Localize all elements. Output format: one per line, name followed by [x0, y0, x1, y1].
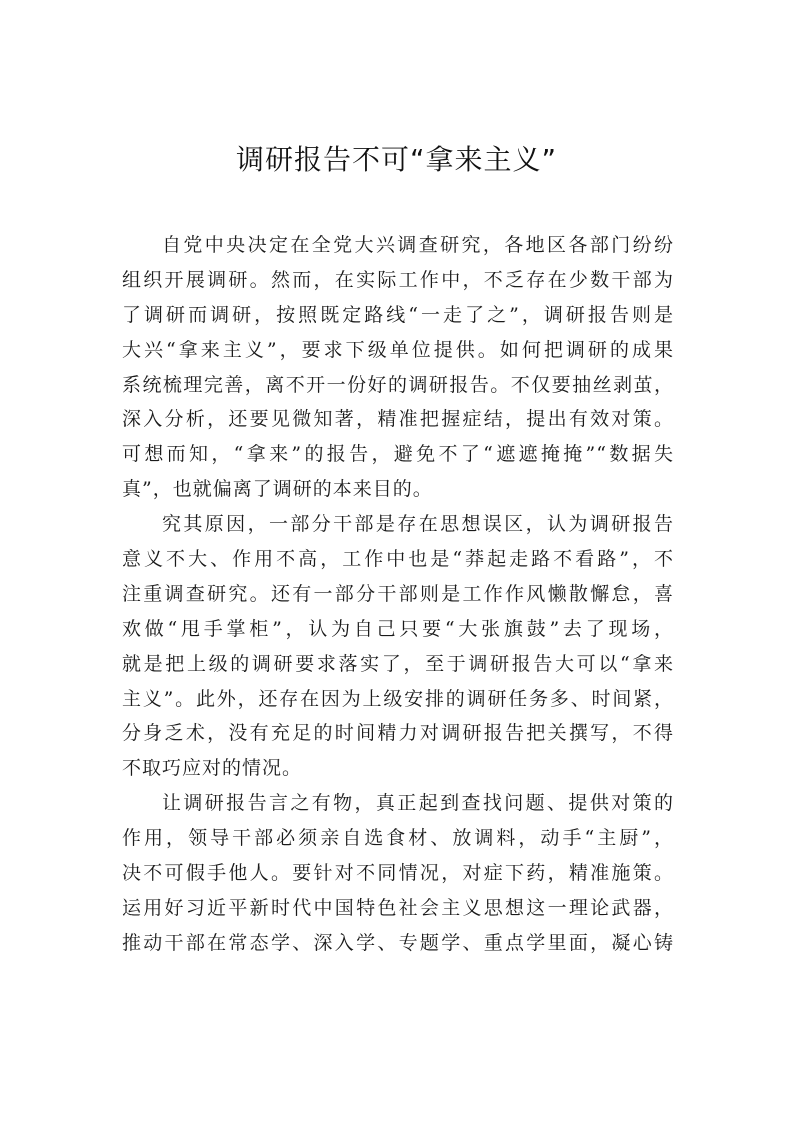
text-line: 可想而知，“拿来”的报告，避免不了“遮遮掩掩”“数据失: [122, 443, 674, 466]
text-line: 意义不大、作用不高，工作中也是“莽起走路不看路”，不: [122, 548, 674, 571]
text-line: 组织开展调研。然而，在实际工作中，不乏存在少数干部为: [122, 268, 674, 291]
text-line: 欢做“甩手掌柜”，认为自己只要“大张旗鼓”去了现场，: [122, 617, 674, 640]
text-line: 让调研报告言之有物，真正起到查找问题、提供对策的: [162, 792, 674, 815]
text-line: 不取巧应对的情况。: [122, 757, 303, 780]
paragraph-1: [122, 228, 674, 507]
paragraph-2: [122, 507, 674, 786]
text-line: 注重调查研究。还有一部分干部则是工作作风懒散懈怠，喜: [122, 582, 674, 605]
text-line: 自党中央决定在全党大兴调查研究，各地区各部门纷纷: [162, 234, 674, 256]
paragraph-3: [122, 786, 674, 960]
text-line: 真”，也就偏离了调研的本来目的。: [122, 478, 433, 501]
text-line: 分身乏术，没有充足的时间精力对调研报告把关撰写，不得: [122, 722, 674, 745]
text-line: 就是把上级的调研要求落实了，至于调研报告大可以“拿来: [122, 652, 674, 675]
text-line: 究其原因，一部分干部是存在思想误区，认为调研报告: [162, 513, 674, 536]
text-line: 推动干部在常态学、深入学、专题学、重点学里面，凝心铸: [122, 931, 674, 954]
text-line: 决不可假手他人。要针对不同情况，对症下药，精准施策。: [122, 862, 674, 885]
text-line: 主义”。此外，还存在因为上级安排的调研任务多、时间紧，: [122, 687, 674, 710]
text-line: 作用，领导干部必须亲自选食材、放调料，动手“主厨”，: [122, 827, 674, 850]
text-line: 了调研而调研，按照既定路线“一走了之”，调研报告则是: [122, 303, 674, 326]
document-title: 调研报告不可“拿来主义”: [235, 143, 557, 176]
text-line: 运用好习近平新时代中国特色社会主义思想这一理论武器，: [122, 896, 674, 919]
text-line: 大兴“拿来主义”，要求下级单位提供。如何把调研的成果: [122, 338, 674, 361]
text-line: 系统梳理完善，离不开一份好的调研报告。不仅要抽丝剥茧，: [122, 373, 674, 396]
text-line: 深入分析，还要见微知著，精准把握症结，提出有效对策。: [122, 408, 674, 431]
document-body: [122, 228, 674, 961]
